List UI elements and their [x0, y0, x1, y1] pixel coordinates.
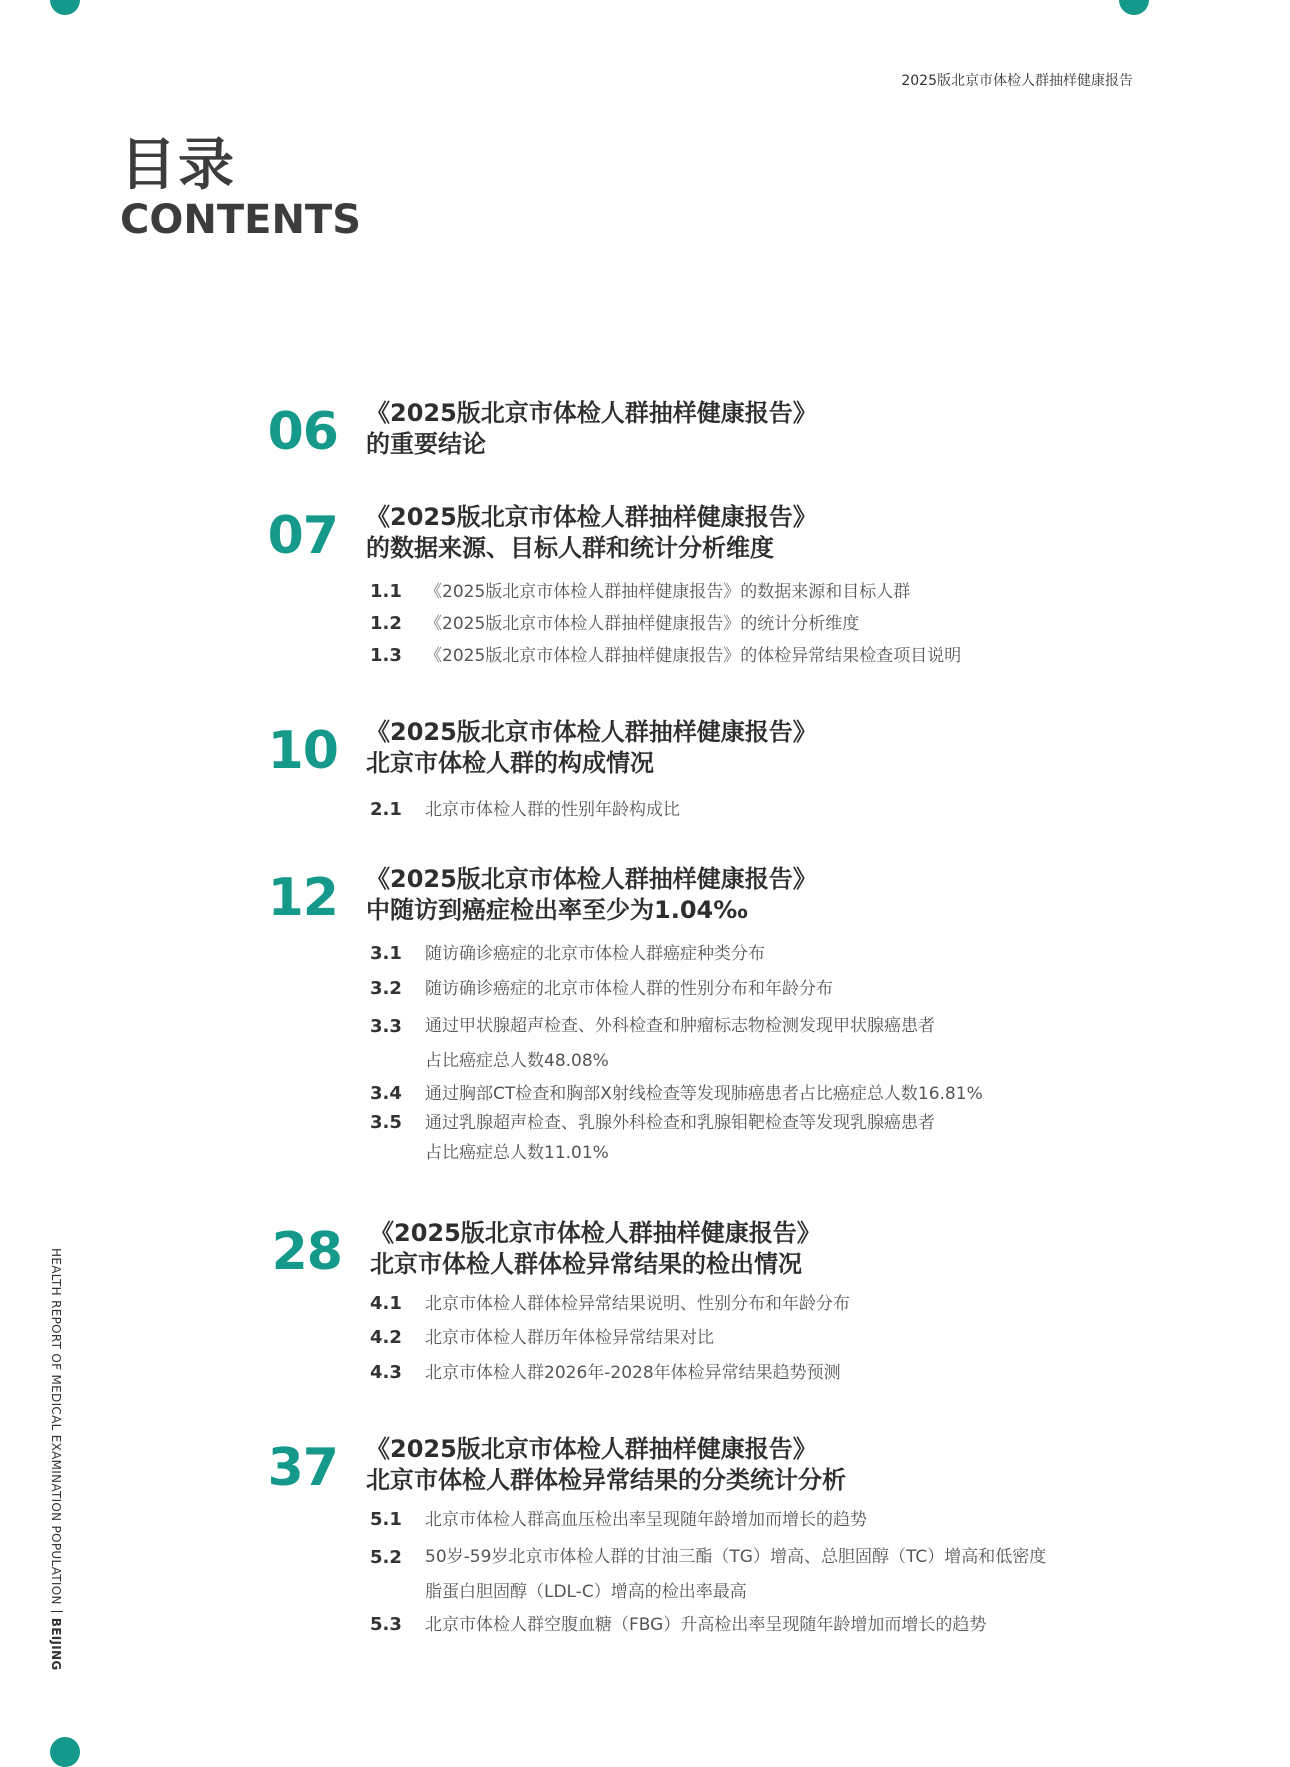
- section-page-number: 06: [267, 402, 338, 462]
- section-title-line1: 《2025版北京市体检人群抽样健康报告》: [366, 865, 817, 893]
- toc-item-text: 《2025版北京市体检人群抽样健康报告》的体检异常结果检查项目说明: [425, 646, 962, 666]
- decorative-dot-top-left: [50, 0, 80, 15]
- section-title-line2: 北京市体检人群的构成情况: [366, 749, 654, 777]
- section-title[interactable]: [366, 864, 817, 926]
- side-label-city: BEIJING: [49, 1617, 63, 1671]
- toc-item-number: 2.1: [370, 799, 402, 820]
- toc-item-text-continued: 占比癌症总人数11.01%: [425, 1143, 609, 1163]
- section-title-line2: 北京市体检人群体检异常结果的检出情况: [370, 1250, 802, 1278]
- toc-item-number: 5.3: [370, 1614, 402, 1635]
- toc-item-number: 3.3: [370, 1016, 402, 1037]
- section-title-line2: 的数据来源、目标人群和统计分析维度: [366, 534, 774, 562]
- section-title-line1: 《2025版北京市体检人群抽样健康报告》: [366, 399, 817, 427]
- toc-item-number: 4.3: [370, 1362, 402, 1383]
- section-title[interactable]: [366, 398, 817, 460]
- side-label: [49, 1248, 63, 1671]
- side-label-separator: [51, 1611, 63, 1612]
- toc-item-text: 北京市体检人群高血压检出率呈现随年龄增加而增长的趋势: [425, 1510, 867, 1530]
- toc-item-number: 4.1: [370, 1293, 402, 1314]
- decorative-dot-bottom-left: [50, 1737, 80, 1767]
- section-title-line1: 《2025版北京市体检人群抽样健康报告》: [366, 503, 817, 531]
- section-title-line2: 的重要结论: [366, 430, 486, 458]
- page-title-cn: 目录: [120, 133, 236, 198]
- toc-item-text: 随访确诊癌症的北京市体检人群的性别分布和年龄分布: [425, 979, 833, 999]
- section-title[interactable]: [366, 717, 817, 779]
- decorative-dot-top-right: [1119, 0, 1149, 15]
- section-title-line2: 中随访到癌症检出率至少为1.04‰: [366, 896, 748, 924]
- toc-item-text: 《2025版北京市体检人群抽样健康报告》的数据来源和目标人群: [425, 582, 911, 602]
- toc-item-text: 通过甲状腺超声检查、外科检查和肿瘤标志物检测发现甲状腺癌患者: [425, 1016, 935, 1036]
- toc-item-text: 北京市体检人群历年体检异常结果对比: [425, 1328, 714, 1348]
- section-title-line2: 北京市体检人群体检异常结果的分类统计分析: [366, 1466, 846, 1494]
- section-page-number: 07: [267, 506, 338, 566]
- section-page-number: 12: [267, 868, 338, 928]
- running-header: 2025版北京市体检人群抽样健康报告: [901, 73, 1133, 89]
- toc-item-number: 3.2: [370, 978, 402, 999]
- toc-item-text: 随访确诊癌症的北京市体检人群癌症种类分布: [425, 944, 765, 964]
- section-title[interactable]: [370, 1218, 821, 1280]
- toc-item-text: 北京市体检人群空腹血糖（FBG）升高检出率呈现随年龄增加而增长的趋势: [425, 1615, 987, 1635]
- toc-item-number: 5.1: [370, 1509, 402, 1530]
- toc-item-number: 1.2: [370, 613, 402, 634]
- toc-item-text: 通过胸部CT检查和胸部X射线检查等发现肺癌患者占比癌症总人数16.81%: [425, 1084, 983, 1104]
- toc-item-number: 3.5: [370, 1112, 402, 1133]
- section-title-line1: 《2025版北京市体检人群抽样健康报告》: [366, 718, 817, 746]
- section-title-line1: 《2025版北京市体检人群抽样健康报告》: [370, 1219, 821, 1247]
- toc-item-text: 北京市体检人群体检异常结果说明、性别分布和年龄分布: [425, 1294, 850, 1314]
- page-title-en: CONTENTS: [120, 197, 362, 243]
- section-title[interactable]: [366, 1434, 846, 1496]
- toc-item-number: 4.2: [370, 1327, 402, 1348]
- section-title-line1: 《2025版北京市体检人群抽样健康报告》: [366, 1435, 817, 1463]
- toc-item-text-continued: 脂蛋白胆固醇（LDL-C）增高的检出率最高: [425, 1582, 747, 1602]
- toc-item-text: 通过乳腺超声检查、乳腺外科检查和乳腺钼靶检查等发现乳腺癌患者: [425, 1113, 935, 1133]
- toc-item-number: 1.1: [370, 581, 402, 602]
- toc-item-text-continued: 占比癌症总人数48.08%: [425, 1051, 609, 1071]
- side-label-text: HEALTH REPORT OF MEDICAL EXAMINATION POPULATION: [49, 1248, 63, 1605]
- toc-item-number: 3.4: [370, 1083, 402, 1104]
- section-title[interactable]: [366, 502, 817, 564]
- toc-item-number: 1.3: [370, 645, 402, 666]
- section-page-number: 10: [267, 721, 338, 781]
- section-page-number: 37: [267, 1438, 338, 1498]
- toc-item-number: 5.2: [370, 1547, 402, 1568]
- toc-item-number: 3.1: [370, 943, 402, 964]
- toc-item-text: 北京市体检人群2026年-2028年体检异常结果趋势预测: [425, 1363, 841, 1383]
- toc-item-text: 北京市体检人群的性别年龄构成比: [425, 800, 680, 820]
- toc-item-text: 50岁-59岁北京市体检人群的甘油三酯（TG）增高、总胆固醇（TC）增高和低密度: [425, 1547, 1047, 1567]
- section-page-number: 28: [271, 1222, 342, 1282]
- toc-item-text: 《2025版北京市体检人群抽样健康报告》的统计分析维度: [425, 614, 860, 634]
